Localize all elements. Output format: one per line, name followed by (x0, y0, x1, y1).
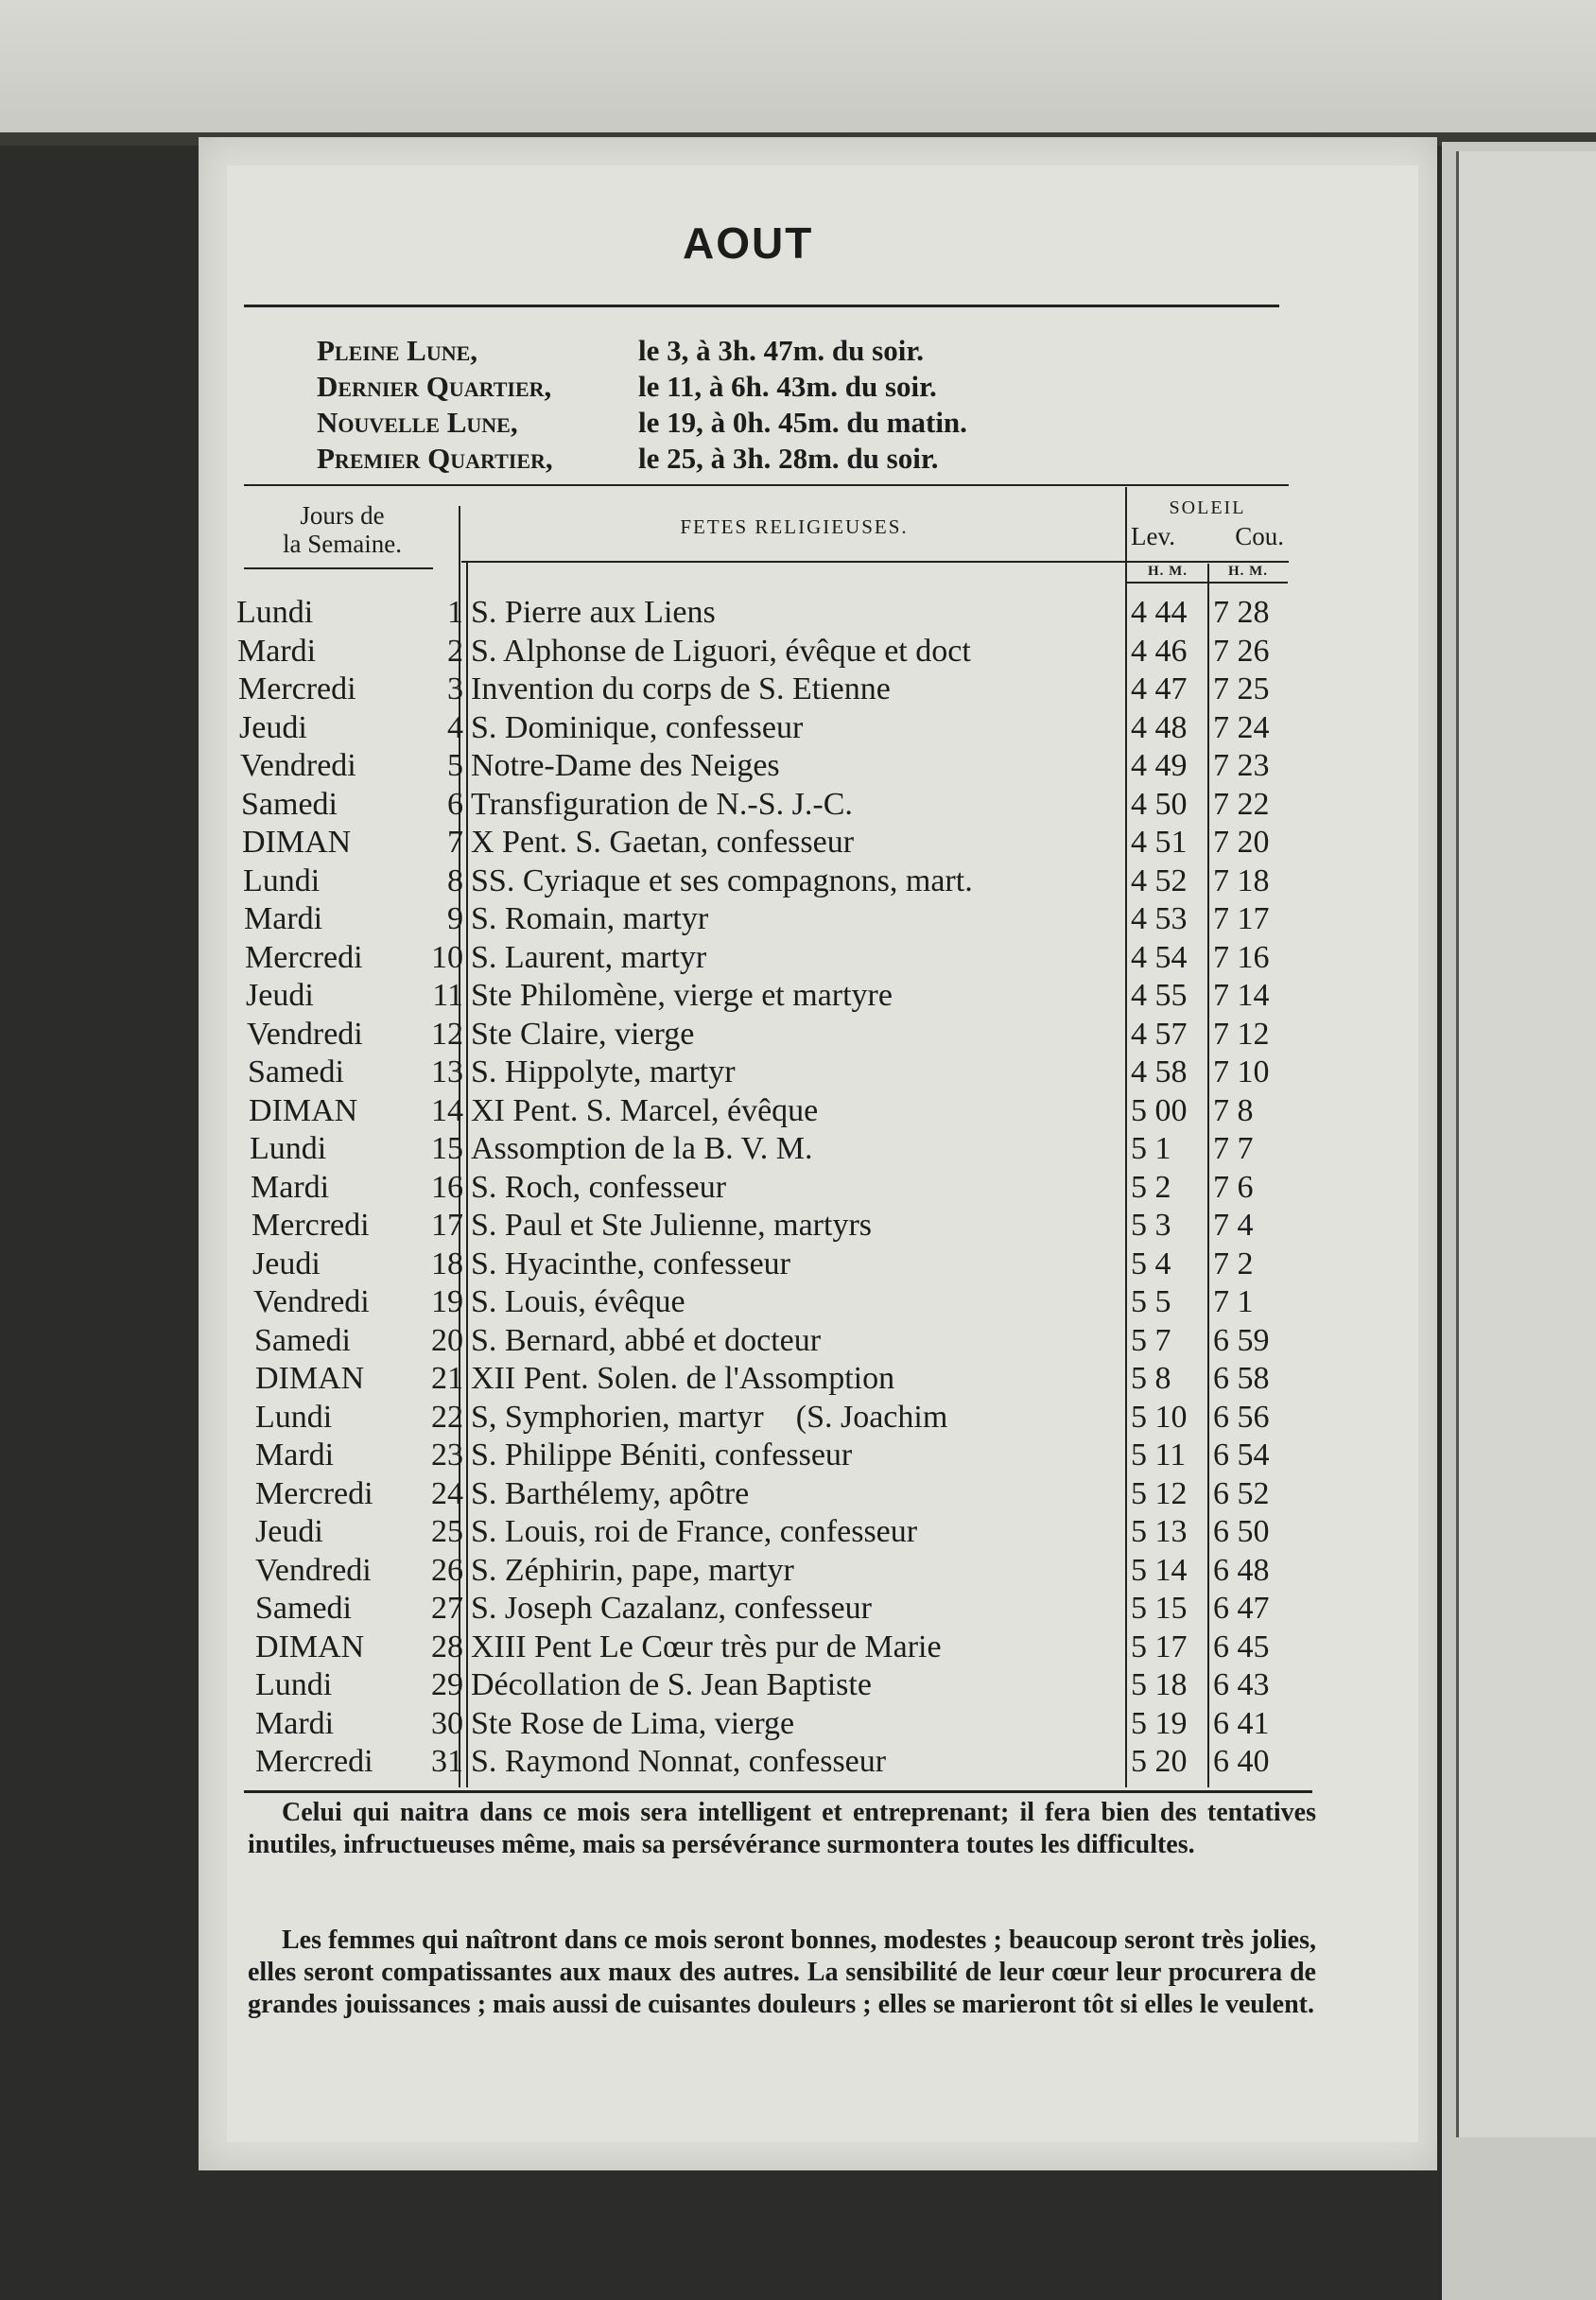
sunset-time: 6 54 (1213, 1438, 1270, 1472)
feast-name: S. Joseph Cazalanz, confesseur (471, 1591, 872, 1626)
feast-name: SS. Cyriaque et ses compagnons, mart. (471, 863, 973, 898)
table-row (0, 786, 1596, 824)
day-of-week: Lundi (250, 1131, 327, 1166)
table-row (0, 1246, 1596, 1283)
table-bottom-rule (244, 1790, 1312, 1793)
sunset-time: 7 14 (1213, 978, 1270, 1013)
feast-name: S. Zéphirin, pape, martyr (471, 1553, 794, 1588)
feast-name: S. Laurent, martyr (471, 940, 707, 975)
day-of-week: Mardi (237, 634, 317, 669)
sunset-time: 7 17 (1213, 901, 1270, 936)
day-number: 31 (431, 1744, 463, 1779)
day-number: 29 (431, 1667, 463, 1702)
sunset-time: 7 8 (1213, 1093, 1254, 1128)
day-of-week: Jeudi (239, 710, 307, 745)
table-row (0, 633, 1596, 671)
day-number: 26 (431, 1553, 463, 1588)
moon-phase-name: Dernier Quartier, (317, 370, 552, 403)
day-of-week: Lundi (243, 863, 321, 898)
table-row (0, 1207, 1596, 1245)
sunrise-time: 5 5 (1131, 1284, 1171, 1319)
sunrise-time: 5 12 (1131, 1476, 1188, 1511)
footer-paragraph-2: Les femmes qui naîtront dans ce mois seront bonnes, modestes ; beaucoup seront très jolies, elles seront compatissantes aux maux des autres. La sensibilité de leur cœur leur procurera de grandes jouissances ; mais aussi de cuisantes douleurs ; elles se marieront tôt si elles le veulent. (248, 1925, 1316, 2019)
sunrise-time: 4 51 (1131, 825, 1188, 860)
feast-name: S. Louis, évêque (471, 1284, 685, 1319)
sunrise-time: 5 2 (1131, 1170, 1171, 1205)
day-of-week: Samedi (241, 787, 338, 822)
table-row (0, 1475, 1596, 1513)
table-row (0, 824, 1596, 862)
table-row (0, 1169, 1596, 1207)
moon-phase-time: le 11, à 6h. 43m. du soir. (638, 370, 937, 403)
sunset-time: 6 50 (1213, 1514, 1270, 1549)
feast-name: Ste Rose de Lima, vierge (471, 1706, 795, 1741)
header-hm-lev: H. M. (1147, 564, 1188, 579)
day-number: 17 (431, 1208, 463, 1243)
day-of-week: Mardi (255, 1438, 335, 1472)
sunset-time: 7 24 (1213, 710, 1270, 745)
feast-name: Décollation de S. Jean Baptiste (471, 1667, 872, 1702)
day-of-week: Vendredi (240, 748, 356, 783)
sunset-time: 7 26 (1213, 634, 1270, 669)
feast-name: S. Paul et Ste Julienne, martyrs (471, 1208, 873, 1243)
day-of-week: Mardi (244, 901, 323, 936)
day-of-week: Mercredi (252, 1208, 370, 1243)
feast-name: S. Hippolyte, martyr (471, 1054, 736, 1089)
sunset-time: 7 25 (1213, 671, 1270, 706)
day-of-week: Jeudi (252, 1246, 321, 1281)
day-number: 7 (447, 825, 463, 860)
sunrise-time: 5 3 (1131, 1208, 1171, 1243)
day-of-week: Lundi (255, 1400, 333, 1435)
feast-name: Assomption de la B. V. M. (471, 1131, 813, 1166)
feast-name: S. Barthélemy, apôtre (471, 1476, 750, 1511)
sunset-time: 7 7 (1213, 1131, 1254, 1166)
sunrise-time: 5 13 (1131, 1514, 1188, 1549)
sunset-time: 6 43 (1213, 1667, 1270, 1702)
sunrise-time: 4 48 (1131, 710, 1188, 745)
sunrise-time: 5 4 (1131, 1246, 1171, 1281)
day-of-week: Mercredi (255, 1476, 373, 1511)
table-row (0, 594, 1596, 632)
day-of-week: Mercredi (238, 671, 356, 706)
moon-phase-name: Nouvelle Lune, (317, 406, 518, 439)
feast-name: S. Roch, confesseur (471, 1170, 727, 1205)
feast-name: Invention du corps de S. Etienne (471, 671, 891, 706)
table-row (0, 1552, 1596, 1590)
feast-name: S. Romain, martyr (471, 901, 709, 936)
table-row (0, 1016, 1596, 1054)
table-row (0, 1437, 1596, 1474)
table-row (0, 862, 1596, 900)
sunset-time: 7 22 (1213, 787, 1270, 822)
day-number: 1 (447, 595, 463, 630)
sunrise-time: 4 52 (1131, 863, 1188, 898)
feast-name: S. Bernard, abbé et docteur (471, 1323, 822, 1358)
sunrise-time: 5 17 (1131, 1629, 1188, 1664)
table-row (0, 1283, 1596, 1321)
table-row (0, 1399, 1596, 1437)
table-row (0, 671, 1596, 708)
sunrise-time: 5 10 (1131, 1400, 1188, 1435)
table-row (0, 709, 1596, 747)
day-of-week: Mercredi (245, 940, 363, 975)
sunrise-time: 4 46 (1131, 634, 1188, 669)
sunrise-time: 5 00 (1131, 1093, 1188, 1128)
page-title: AOUT (683, 218, 814, 268)
day-of-week: Vendredi (255, 1553, 372, 1588)
sunset-time: 7 28 (1213, 595, 1270, 630)
day-number: 21 (431, 1361, 463, 1396)
sunrise-time: 4 53 (1131, 901, 1188, 936)
day-of-week: DIMAN (242, 825, 352, 860)
header-hm-cou: H. M. (1227, 564, 1269, 579)
day-of-week: Mardi (255, 1706, 335, 1741)
feast-name: S. Dominique, confesseur (471, 710, 804, 745)
day-of-week: Jeudi (246, 978, 314, 1013)
feast-name: S. Alphonse de Liguori, évêque et doct (471, 634, 971, 669)
day-number: 20 (431, 1323, 463, 1358)
sunset-time: 6 47 (1213, 1591, 1270, 1626)
feast-name: XIII Pent Le Cœur très pur de Marie (471, 1629, 942, 1664)
sunrise-time: 5 14 (1131, 1553, 1188, 1588)
header-sun-title: SOLEIL (1169, 497, 1246, 518)
table-row (0, 1590, 1596, 1628)
day-number: 23 (431, 1438, 463, 1472)
day-of-week: Samedi (255, 1591, 352, 1626)
sunset-time: 6 45 (1213, 1629, 1270, 1664)
table-row (0, 1054, 1596, 1091)
feast-name: S. Raymond Nonnat, confesseur (471, 1744, 887, 1779)
table-row (0, 1666, 1596, 1704)
sunrise-time: 5 19 (1131, 1706, 1188, 1741)
day-number: 22 (431, 1400, 463, 1435)
feast-name: S. Louis, roi de France, confesseur (471, 1514, 918, 1549)
day-number: 2 (447, 634, 463, 669)
day-of-week: DIMAN (255, 1629, 365, 1664)
sunset-time: 7 10 (1213, 1054, 1270, 1089)
feast-name: S, Symphorien, martyr (S. Joachim (471, 1400, 948, 1435)
sunset-time: 7 16 (1213, 940, 1270, 975)
day-number: 30 (431, 1706, 463, 1741)
feast-name: S. Pierre aux Liens (471, 595, 716, 630)
sunrise-time: 4 58 (1131, 1054, 1188, 1089)
day-number: 5 (447, 748, 463, 783)
sunset-time: 6 41 (1213, 1706, 1270, 1741)
day-number: 3 (447, 671, 463, 706)
day-of-week: Lundi (236, 595, 314, 630)
header-days-line2: la Semaine. (283, 530, 402, 558)
sunset-time: 7 6 (1213, 1170, 1254, 1205)
sunset-time: 6 48 (1213, 1553, 1270, 1588)
sunrise-time: 5 20 (1131, 1744, 1188, 1779)
sunrise-time: 4 55 (1131, 978, 1188, 1013)
day-number: 16 (431, 1170, 463, 1205)
sunrise-time: 4 44 (1131, 595, 1188, 630)
sunrise-time: 4 50 (1131, 787, 1188, 822)
table-row (0, 1705, 1596, 1743)
table-row (0, 747, 1596, 785)
day-of-week: DIMAN (255, 1361, 365, 1396)
table-row (0, 1092, 1596, 1130)
day-of-week: Lundi (255, 1667, 333, 1702)
feast-name: XII Pent. Solen. de l'Assomption (471, 1361, 895, 1396)
header-lev: Lev. (1131, 522, 1175, 550)
table-row (0, 1360, 1596, 1398)
moon-phase-name: Premier Quartier, (317, 442, 553, 475)
table-row (0, 1513, 1596, 1551)
day-of-week: Mardi (251, 1170, 330, 1205)
day-of-week: Jeudi (255, 1514, 323, 1549)
day-number: 4 (447, 710, 463, 745)
sunset-time: 7 20 (1213, 825, 1270, 860)
sunrise-time: 4 57 (1131, 1017, 1188, 1052)
feast-name: Transfiguration de N.-S. J.-C. (471, 787, 853, 822)
feast-name: XI Pent. S. Marcel, évêque (471, 1093, 819, 1128)
sunset-time: 6 58 (1213, 1361, 1270, 1396)
table-row (0, 1629, 1596, 1666)
sunrise-time: 5 8 (1131, 1361, 1171, 1396)
day-number: 11 (432, 978, 463, 1013)
day-number: 28 (431, 1629, 463, 1664)
sunset-time: 6 56 (1213, 1400, 1270, 1435)
moon-phase-time: le 19, à 0h. 45m. du matin. (638, 406, 967, 439)
table-row (0, 1743, 1596, 1781)
sunset-time: 7 2 (1213, 1246, 1254, 1281)
sunset-time: 6 59 (1213, 1323, 1270, 1358)
header-feasts: FETES RELIGIEUSES. (680, 515, 909, 538)
header-cou: Cou. (1235, 522, 1284, 550)
sunrise-time: 5 7 (1131, 1323, 1171, 1358)
day-number: 18 (431, 1246, 463, 1281)
sunrise-time: 5 15 (1131, 1591, 1188, 1626)
day-number: 24 (431, 1476, 463, 1511)
day-of-week: Vendredi (253, 1284, 370, 1319)
feast-name: Ste Philomène, vierge et martyre (471, 978, 893, 1013)
moon-phase-name: Pleine Lune, (317, 334, 478, 367)
day-number: 10 (431, 940, 463, 975)
sunset-time: 7 4 (1213, 1208, 1254, 1243)
day-number: 25 (431, 1514, 463, 1549)
table-row (0, 939, 1596, 977)
day-number: 19 (431, 1284, 463, 1319)
day-of-week: Samedi (248, 1054, 344, 1089)
day-number: 15 (431, 1131, 463, 1166)
sunset-time: 7 23 (1213, 748, 1270, 783)
day-number: 12 (431, 1017, 463, 1052)
sunset-time: 6 40 (1213, 1744, 1270, 1779)
day-number: 9 (447, 901, 463, 936)
table-row (0, 1130, 1596, 1168)
day-of-week: Samedi (254, 1323, 351, 1358)
table-row (0, 1322, 1596, 1360)
sunrise-time: 4 54 (1131, 940, 1188, 975)
moon-phase-time: le 3, à 3h. 47m. du soir. (638, 334, 925, 367)
sunset-time: 6 52 (1213, 1476, 1270, 1511)
feast-name: S. Hyacinthe, confesseur (471, 1246, 791, 1281)
footer-paragraph-1: Celui qui naitra dans ce mois sera intelligent et entreprenant; il fera bien des tentatives inutiles, infructueuses même, mais sa persévérance surmontera toutes les difficultes. (248, 1798, 1316, 1859)
feast-name: X Pent. S. Gaetan, confesseur (471, 825, 855, 860)
day-number: 14 (431, 1093, 463, 1128)
header-days-line1: Jours de (300, 501, 385, 530)
table-row (0, 900, 1596, 938)
feast-name: Notre-Dame des Neiges (471, 748, 780, 783)
sunrise-time: 5 1 (1131, 1131, 1171, 1166)
table-row (0, 977, 1596, 1015)
day-of-week: Mercredi (255, 1744, 373, 1779)
sunset-time: 7 12 (1213, 1017, 1270, 1052)
day-number: 8 (447, 863, 463, 898)
feast-name: S. Philippe Béniti, confesseur (471, 1438, 853, 1472)
day-number: 13 (431, 1054, 463, 1089)
feast-name: Ste Claire, vierge (471, 1017, 695, 1052)
day-of-week: Vendredi (247, 1017, 363, 1052)
sunrise-time: 4 47 (1131, 671, 1188, 706)
day-number: 27 (431, 1591, 463, 1626)
sunrise-time: 4 49 (1131, 748, 1188, 783)
sunrise-time: 5 11 (1131, 1438, 1187, 1472)
sunset-time: 7 1 (1213, 1284, 1254, 1319)
day-of-week: DIMAN (249, 1093, 358, 1128)
day-number: 6 (447, 787, 463, 822)
sunset-time: 7 18 (1213, 863, 1270, 898)
sunrise-time: 5 18 (1131, 1667, 1188, 1702)
moon-phase-time: le 25, à 3h. 28m. du soir. (638, 442, 939, 475)
